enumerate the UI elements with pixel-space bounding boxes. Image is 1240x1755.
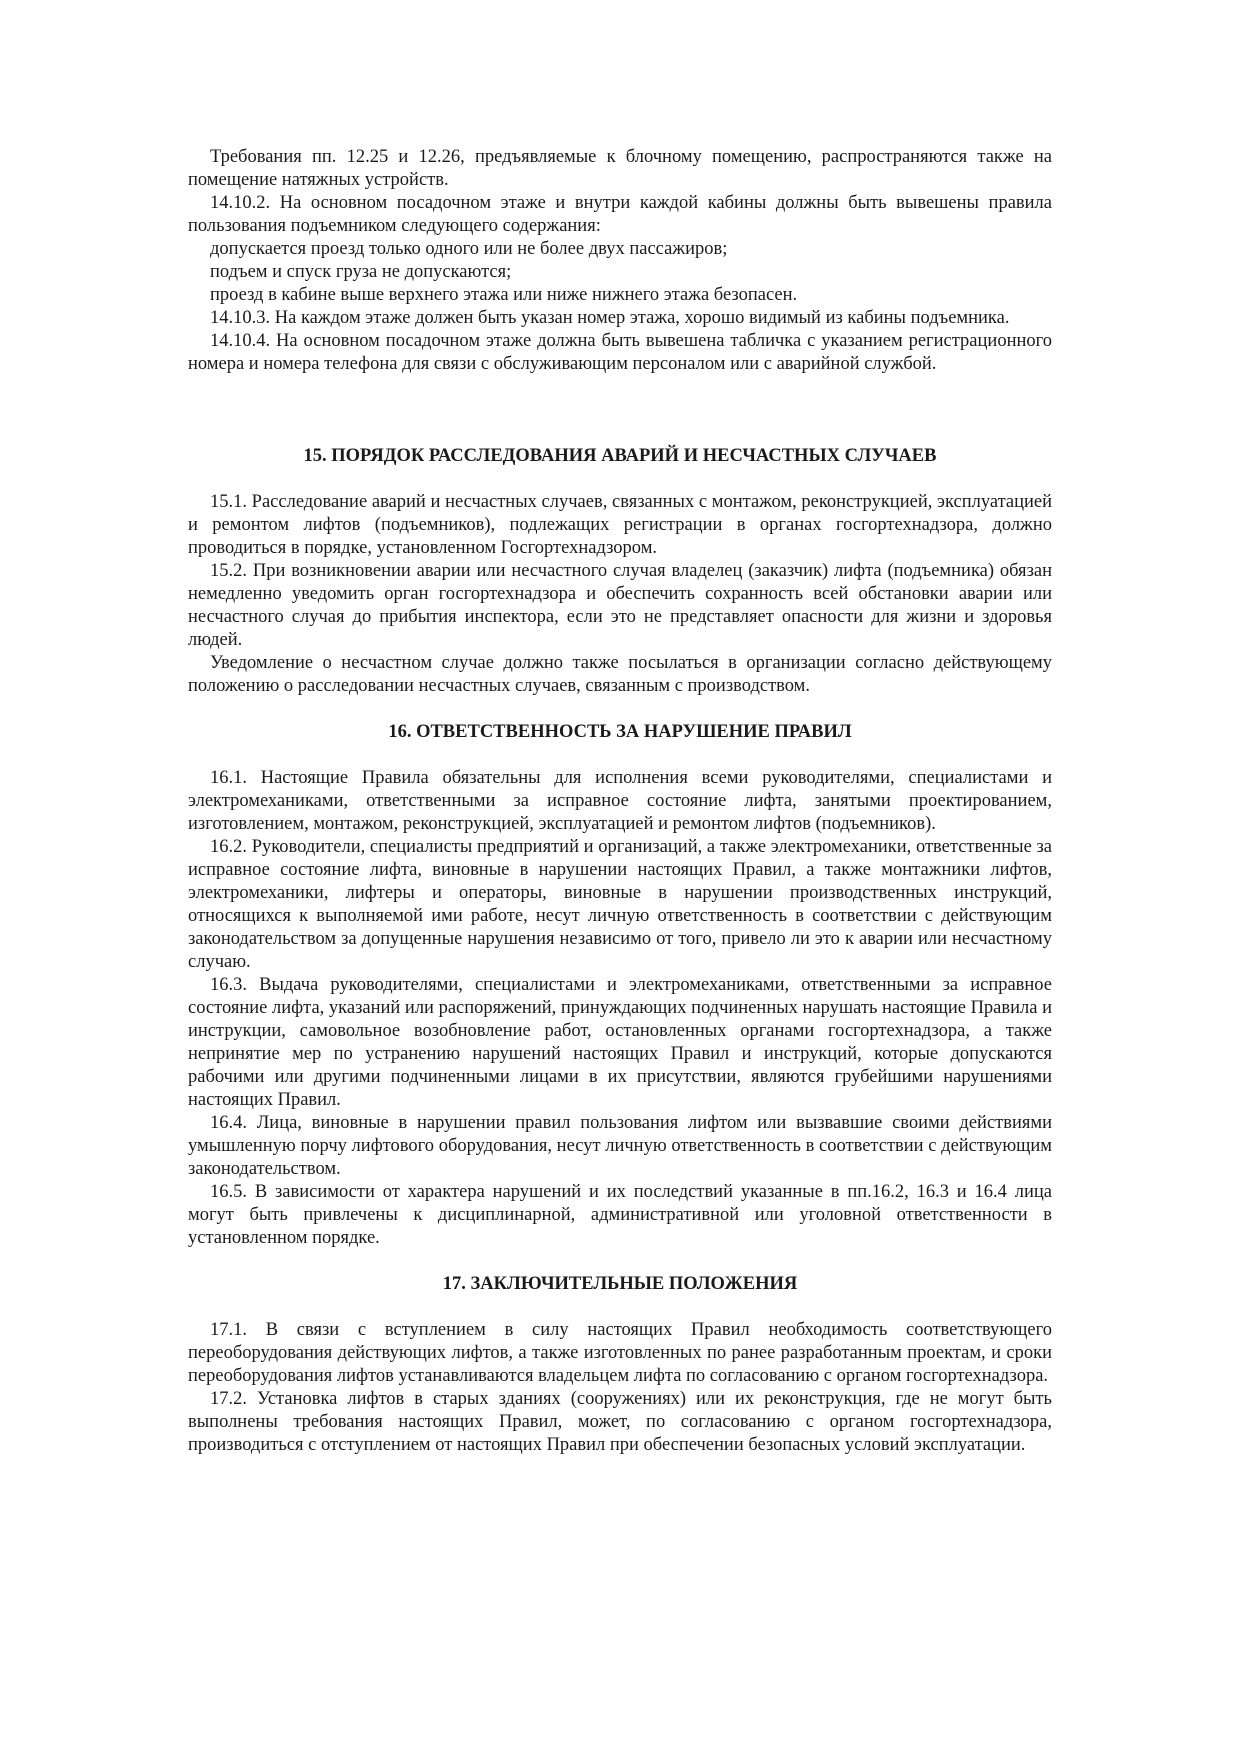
section-17 <box>188 1273 1052 1457</box>
paragraph: 16.4. Лица, виновные в нарушении правил пользования лифтом или вызвавшие своими действиями умышленную порчу лифтового оборудования, несут личную ответственность в соответствии с действующим законодательством. <box>188 1113 1052 1179</box>
paragraph: 14.10.4. На основном посадочном этаже должна быть вывешена табличка с указанием регистрационного номера и номера телефона для связи с обслуживающим персоналом или с аварийной службой. <box>188 331 1052 374</box>
spacer <box>188 376 1052 445</box>
document-page <box>188 146 1052 1457</box>
section-title: 17. ЗАКЛЮЧИТЕЛЬНЫЕ ПОЛОЖЕНИЯ <box>442 1274 798 1294</box>
section-16 <box>188 721 1052 1250</box>
spacer <box>188 698 1052 721</box>
spacer <box>188 1296 1052 1319</box>
paragraph: 17.1. В связи с вступлением в силу настоящих Правил необходимость соответствующего переоборудования действующих лифтов, а также изготовленных по ранее разработанным проектам, и сроки переоборудования лифтов устанавливаются владельцем лифта по согласованию с органом госгортехнадзора. <box>188 1320 1052 1386</box>
list-item: проезд в кабине выше верхнего этажа или ниже нижнего этажа безопасен. <box>210 285 798 305</box>
paragraph: 14.10.2. На основном посадочном этаже и внутри каждой кабины должны быть вывешены правила пользования подъемником следующего содержания: <box>188 193 1052 236</box>
paragraph: 16.5. В зависимости от характера нарушений и их последствий указанные в пп.16.2, 16.3 и 16.4 лица могут быть привлечены к дисциплинарной, административной или уголовной ответственности в установленном порядке. <box>188 1182 1052 1248</box>
spacer <box>188 744 1052 767</box>
list-item: подъем и спуск груза не допускаются; <box>210 262 512 282</box>
section-15 <box>188 445 1052 698</box>
paragraph: 17.2. Установка лифтов в старых зданиях (сооружениях) или их реконструкция, где не могут быть выполнены требования настоящих Правил, может, по согласованию с органом госгортехнадзора, производиться с отступлением от настоящих Правил при обеспечении безопасных условий эксплуатации. <box>188 1389 1052 1455</box>
list-item: допускается проезд только одного или не более двух пассажиров; <box>210 239 728 259</box>
paragraph: 16.3. Выдача руководителями, специалистами и электромеханиками, ответственными за исправное состояние лифта, указаний или распоряжений, принуждающих подчиненных нарушать настоящие Правила и инструкции, самовольное возобновление работ, остановленных органами госгортехнадзора, а также непринятие мер по устранению нарушений настоящих Правил и инструкций, которые допускаются рабочими или другими подчиненными лицами в их присутствии, являются грубейшими нарушениями настоящих Правил. <box>188 975 1052 1110</box>
paragraph: 14.10.3. На каждом этаже должен быть указан номер этажа, хорошо видимый из кабины подъемника. <box>210 308 1010 328</box>
paragraph: 16.2. Руководители, специалисты предприятий и организаций, а также электромеханики, ответственные за исправное состояние лифта, виновные в нарушении настоящих Правил, а также монтажники лифтов, электромеханики, лифтеры и операторы, виновные в нарушении производственных инструкций, относящихся к выполняемой ими работе, несут личную ответственность в соответствии с действующим законодательством за допущенные нарушения независимо от того, привело ли это к аварии или несчастному случаю. <box>188 837 1052 972</box>
paragraph: 15.2. При возникновении аварии или несчастного случая владелец (заказчик) лифта (подъемника) обязан немедленно уведомить орган госгортехнадзора и обеспечить сохранность всей обстановки аварии или несчастного случая до прибытия инспектора, если это не представляет опасности для жизни и здоровья людей. <box>188 561 1052 650</box>
section-title: 15. ПОРЯДОК РАССЛЕДОВАНИЯ АВАРИЙ И НЕСЧАСТНЫХ СЛУЧАЕВ <box>303 446 937 466</box>
paragraph: 16.1. Настоящие Правила обязательны для исполнения всеми руководителями, специалистами и электромеханиками, ответственными за исправное состояние лифта, занятыми проектированием, изготовлением, монтажом, реконструкцией, эксплуатацией и ремонтом лифтов (подъемников). <box>188 768 1052 834</box>
spacer <box>188 1250 1052 1273</box>
paragraph: 15.1. Расследование аварий и несчастных случаев, связанных с монтажом, реконструкцией, эксплуатацией и ремонтом лифтов (подъемников), подлежащих регистрации в органах госгортехнадзора, должно проводиться в порядке, установленном Госгортехнадзором. <box>188 492 1052 558</box>
intro-block <box>188 146 1052 376</box>
section-title: 16. ОТВЕТСТВЕННОСТЬ ЗА НАРУШЕНИЕ ПРАВИЛ <box>388 722 852 742</box>
paragraph: Уведомление о несчастном случае должно также посылаться в организации согласно действующему положению о расследовании несчастных случаев, связанным с производством. <box>188 653 1052 696</box>
spacer <box>188 468 1052 491</box>
paragraph: Требования пп. 12.25 и 12.26, предъявляемые к блочному помещению, распространяются также на помещение натяжных устройств. <box>188 147 1052 190</box>
